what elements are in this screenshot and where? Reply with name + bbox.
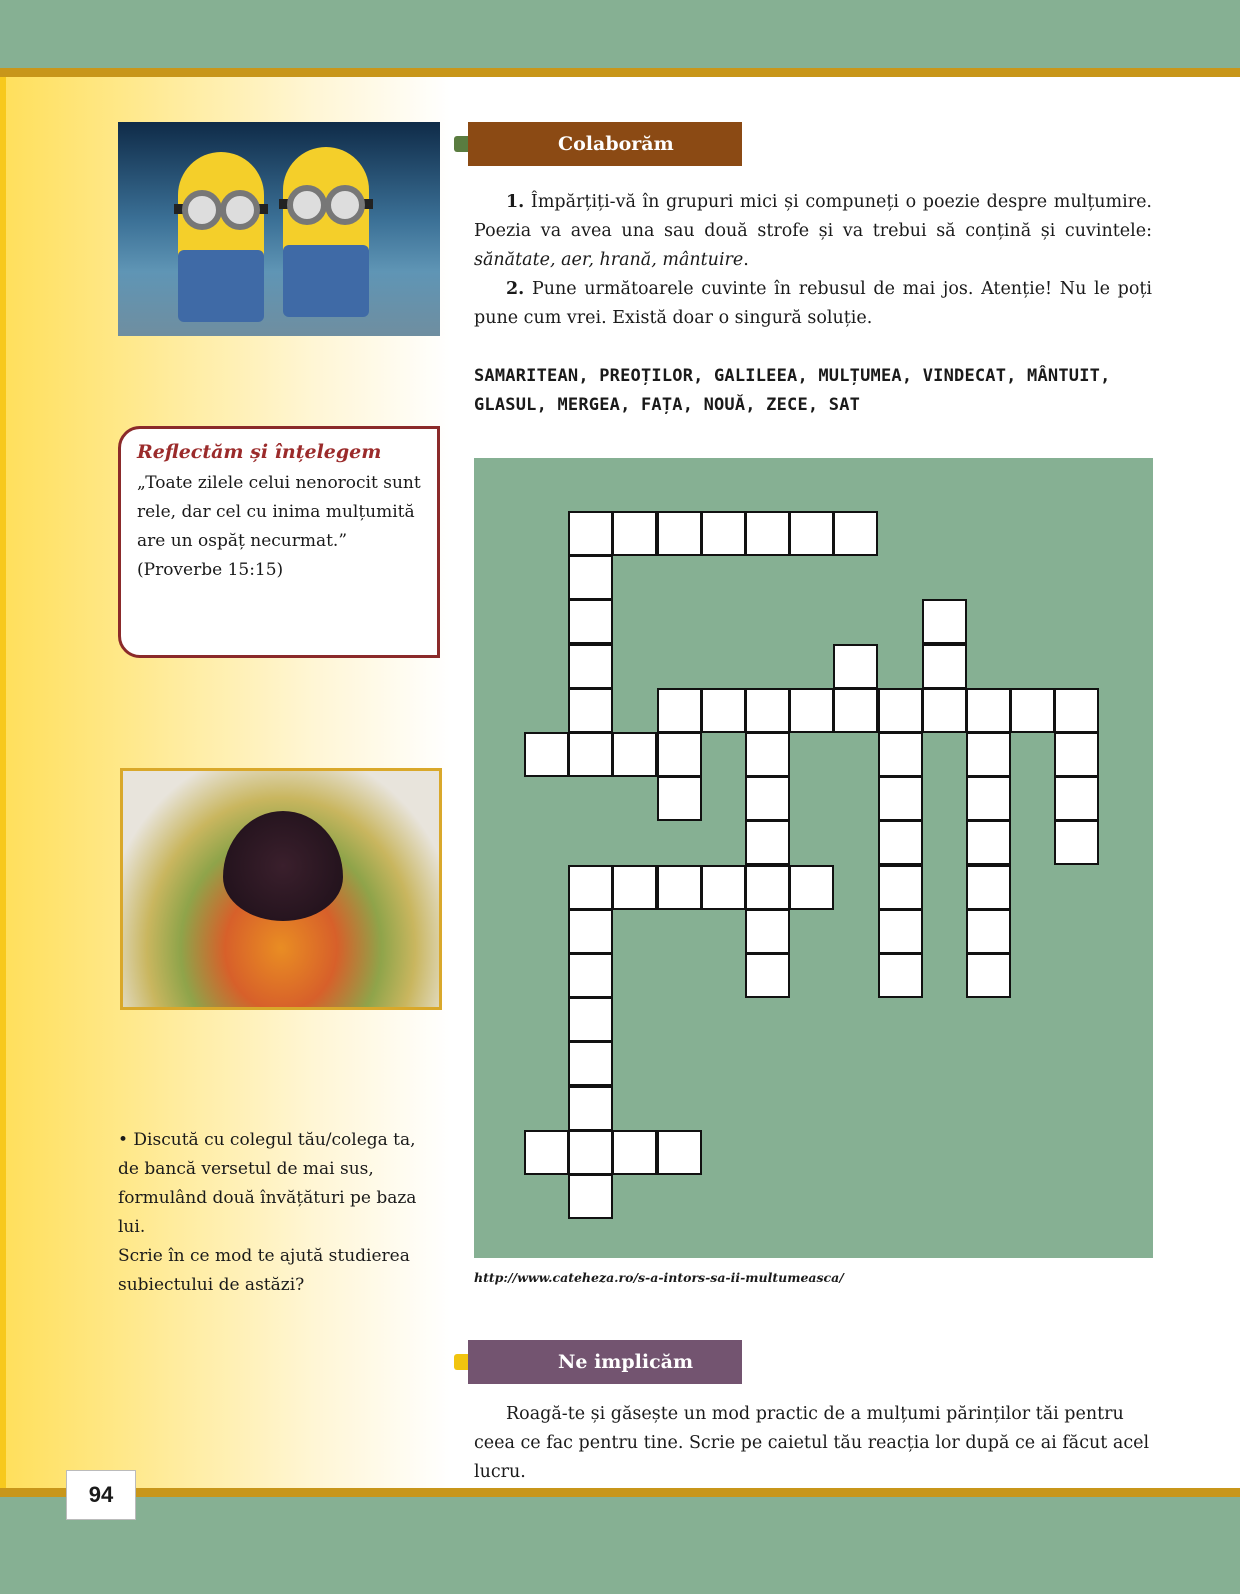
crossword-cell[interactable] [966,732,1011,777]
minion-figure [283,147,369,317]
reflect-reference: (Proverbe 15:15) [137,560,284,580]
task-1-end: . [743,250,749,270]
crossword-cell[interactable] [745,953,790,998]
crossword-cell[interactable] [833,511,878,556]
crossword-cell[interactable] [568,732,613,777]
crossword-cell[interactable] [568,953,613,998]
crossword-cell[interactable] [657,688,702,733]
minion-figure [178,152,264,322]
crossword-cell[interactable] [612,865,657,910]
crossword-cell[interactable] [745,511,790,556]
crossword-cell[interactable] [657,732,702,777]
task-1-number: 1. [506,192,525,212]
crossword-cell[interactable] [568,865,613,910]
crossword-cell[interactable] [922,644,967,689]
crossword-cell[interactable] [745,732,790,777]
implicam-text [474,1400,1154,1487]
bottom-rule [0,1488,1240,1497]
crossword-cell[interactable] [878,820,923,865]
crossword-cell[interactable] [568,1130,613,1175]
crossword-cell[interactable] [568,555,613,600]
crossword-cell[interactable] [1054,732,1099,777]
crossword-cell[interactable] [789,511,834,556]
crossword-cell[interactable] [568,599,613,644]
task-2 [474,275,1152,333]
top-band [0,0,1240,68]
discussion-text: • Discută cu colegul tău/colega ta, de bancă versetul de mai sus, formulând două învățături pe baza lui. [118,1130,417,1237]
crossword-cell[interactable] [878,909,923,954]
crossword-cell[interactable] [568,909,613,954]
top-rule [0,68,1240,77]
source-url[interactable]: http://www.cateheza.ro/s-a-intors-sa-ii-multumeasca/ [474,1270,844,1285]
crossword-cell[interactable] [966,953,1011,998]
crossword-cell[interactable] [657,865,702,910]
crossword-cell[interactable] [568,1086,613,1131]
crossword-cell[interactable] [657,1130,702,1175]
crossword-cell[interactable] [568,1041,613,1086]
crossword-cell[interactable] [568,997,613,1042]
crossword-cell[interactable] [745,688,790,733]
crossword-cell[interactable] [878,688,923,733]
crossword-cell[interactable] [966,688,1011,733]
crossword-grid [474,458,1153,1258]
crossword-cell[interactable] [878,953,923,998]
crossword-cell[interactable] [878,865,923,910]
fruit-heart [223,811,343,921]
implicam-body: Roagă-te și găsește un mod practic de a mulțumi părinților tăi pentru ceea ce fac pentru tine. Scrie pe caietul tău reacția lor după ce ai făcut acel lucru. [474,1404,1150,1482]
crossword-cell[interactable] [922,599,967,644]
discussion-prompt [118,1126,438,1300]
minions-photo [118,122,440,336]
task-1-text: Împărțiți-vă în grupuri mici și compuneți o poezie despre mulțumire. Poezia va avea una sau două strofe și va trebui să conțină și cuvintele: [474,192,1152,241]
crossword-cell[interactable] [745,909,790,954]
crossword-cell[interactable] [966,776,1011,821]
crossword-cell[interactable] [1054,820,1099,865]
crossword-cell[interactable] [789,688,834,733]
crossword-cell[interactable] [524,732,569,777]
crossword-cell[interactable] [745,865,790,910]
crossword-cell[interactable] [833,688,878,733]
crossword-cell[interactable] [878,732,923,777]
crossword-cell[interactable] [612,511,657,556]
crossword-cell[interactable] [966,820,1011,865]
section-header-implicam: Ne implicăm [468,1340,742,1384]
crossword-cell[interactable] [878,776,923,821]
discussion-question: Scrie în ce mod te ajută studierea subiectului de astăzi? [118,1246,410,1295]
task-1-words: sănătate, aer, hrană, mântuire [474,250,744,270]
crossword-cell[interactable] [568,1174,613,1219]
crossword-cell[interactable] [966,865,1011,910]
sidebar-edge [0,77,6,1489]
fruit-arrangement-photo [120,768,442,1010]
section-header-colaboram: Colaborăm [468,122,742,166]
crossword-cell[interactable] [568,688,613,733]
crossword-cell[interactable] [612,1130,657,1175]
bottom-band [0,1497,1240,1594]
crossword-cell[interactable] [701,688,746,733]
crossword-cell[interactable] [701,511,746,556]
crossword-cell[interactable] [612,732,657,777]
crossword-cell[interactable] [657,776,702,821]
reflect-quote: „Toate zilele celui nenorocit sunt rele, dar cel cu inima mulțumită are un ospăț necurmat.” [137,473,421,551]
crossword-cell[interactable] [1054,776,1099,821]
crossword-cell[interactable] [789,865,834,910]
crossword-cell[interactable] [568,511,613,556]
crossword-cell[interactable] [701,865,746,910]
task-1 [474,188,1152,275]
page-number: 94 [66,1470,136,1520]
crossword-cell[interactable] [524,1130,569,1175]
crossword-cell[interactable] [568,644,613,689]
crossword-cell[interactable] [745,820,790,865]
task-2-text: Pune următoarele cuvinte în rebusul de mai jos. Atenție! Nu le poți pune cum vrei. Există doar o singură soluție. [474,279,1152,328]
crossword-cell[interactable] [966,909,1011,954]
task-2-number: 2. [506,279,525,299]
crossword-cell[interactable] [745,776,790,821]
crossword-cell[interactable] [1010,688,1055,733]
crossword-cell[interactable] [833,644,878,689]
crossword-cell[interactable] [657,511,702,556]
crossword-word-list: SAMARITEAN, PREOȚILOR, GALILEEA, MULȚUMEA, VINDECAT, MÂNTUIT, GLASUL, MERGEA, FAȚA, NOUĂ, ZECE, SAT [474,366,1111,415]
reflect-title: Reflectăm și înțelegem [137,441,382,463]
reflect-box [118,426,440,658]
crossword-cell[interactable] [922,688,967,733]
crossword-cell[interactable] [1054,688,1099,733]
